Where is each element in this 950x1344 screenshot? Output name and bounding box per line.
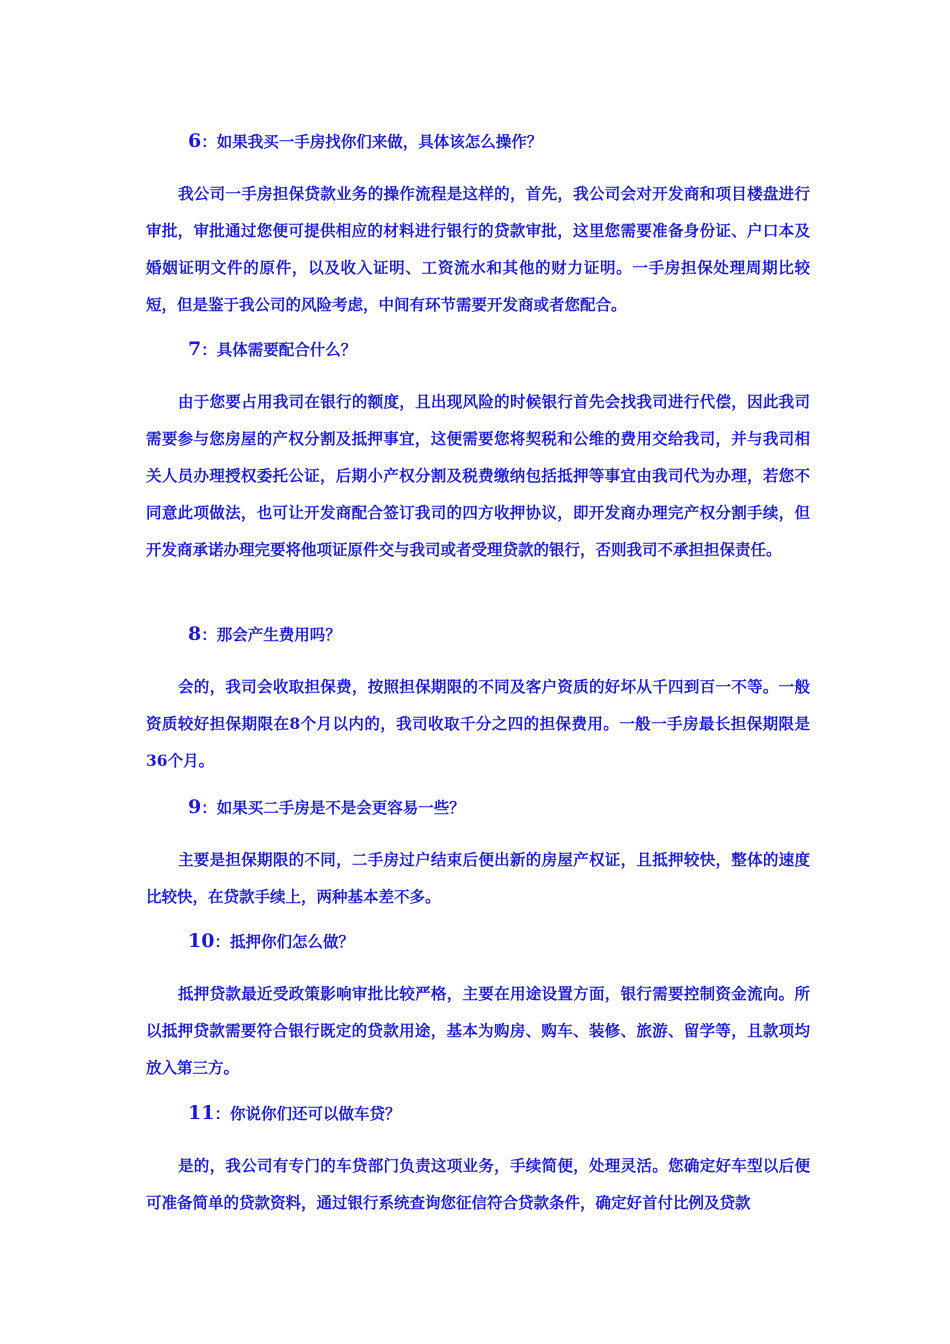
answer-paragraph: 我公司一手房担保贷款业务的操作流程是这样的，首先，我公司会对开发商和项目楼盘进行审批，审批通过您便可提供相应的材料进行银行的贷款审批，这里您需要准备身份证、户口本及婚姻证明文件的原件，以及收入证明、工资流水和其他的财力证明。一手房担保处理周期比较短，但是鉴于我公司的风险考虑，中间有环节需要开发商或者您配合。 bbox=[146, 184, 810, 314]
question-heading bbox=[146, 623, 810, 646]
question-text: ：具体需要配合什么？ bbox=[201, 340, 357, 359]
answer-paragraph: 是的，我公司有专门的车贷部门负责这项业务，手续简便，处理灵活。您确定好车型以后便可准备简单的贷款资料，通过银行系统查询您征信符合贷款条件，确定好首付比例及贷款 bbox=[146, 1156, 810, 1212]
question-text: ：如果我买一手房找你们来做，具体该怎么操作？ bbox=[201, 132, 543, 151]
qa-block-8 bbox=[146, 623, 810, 779]
question-heading bbox=[146, 930, 810, 953]
question-number: 6 bbox=[188, 130, 202, 152]
qa-block-6 bbox=[146, 130, 810, 323]
answer-paragraph: 会的，我司会收取担保费，按照担保期限的不同及客户资质的好坏从千四到百一不等。一般资质较好担保期限在8个月以内的，我司收取千分之四的担保费用。一般一手房最长担保期限是36个月。 bbox=[146, 677, 810, 770]
answer-paragraph: 主要是担保期限的不同，二手房过户结束后便出新的房屋产权证，且抵押较快，整体的速度比较快，在贷款手续上，两种基本差不多。 bbox=[146, 850, 810, 906]
qa-block-7 bbox=[146, 338, 810, 568]
answer-paragraph: 由于您要占用我司在银行的额度，且出现风险的时候银行首先会找我司进行代偿，因此我司需要参与您房屋的产权分割及抵押事宜，这便需要您将契税和公维的费用交给我司，并与我司相关人员办理授权委托公证，后期小产权分割及税费缴纳包括抵押等事宜由我司代为办理，若您不同意此项做法，也可让开发商配合签订我司的四方收押协议，即开发商办理完产权分割手续，但开发商承诺办理完要将他项证原件交与我司或者受理贷款的银行，否则我司不承担担保责任。 bbox=[146, 392, 810, 559]
question-heading bbox=[146, 130, 810, 153]
question-heading bbox=[146, 338, 810, 361]
question-text: ：那会产生费用吗？ bbox=[201, 625, 341, 644]
question-text: ：你说你们还可以做车贷？ bbox=[214, 1104, 401, 1123]
question-heading bbox=[146, 796, 810, 819]
question-text: ：如果买二手房是不是会更容易一些？ bbox=[201, 798, 465, 817]
answer-paragraph: 抵押贷款最近受政策影响审批比较严格，主要在用途设置方面，银行需要控制资金流向。所以抵押贷款需要符合银行既定的贷款用途，基本为购房、购车、装修、旅游、留学等，且款项均放入第三方。 bbox=[146, 984, 810, 1077]
question-number: 8 bbox=[188, 623, 202, 645]
question-number: 11 bbox=[188, 1102, 215, 1124]
question-number: 10 bbox=[188, 930, 215, 952]
qa-block-10 bbox=[146, 930, 810, 1086]
qa-block-9 bbox=[146, 796, 810, 915]
qa-block-11 bbox=[146, 1102, 810, 1221]
question-heading bbox=[146, 1102, 810, 1125]
question-number: 9 bbox=[188, 796, 202, 818]
question-number: 7 bbox=[188, 338, 202, 360]
question-text: ：抵押你们怎么做？ bbox=[214, 932, 354, 951]
